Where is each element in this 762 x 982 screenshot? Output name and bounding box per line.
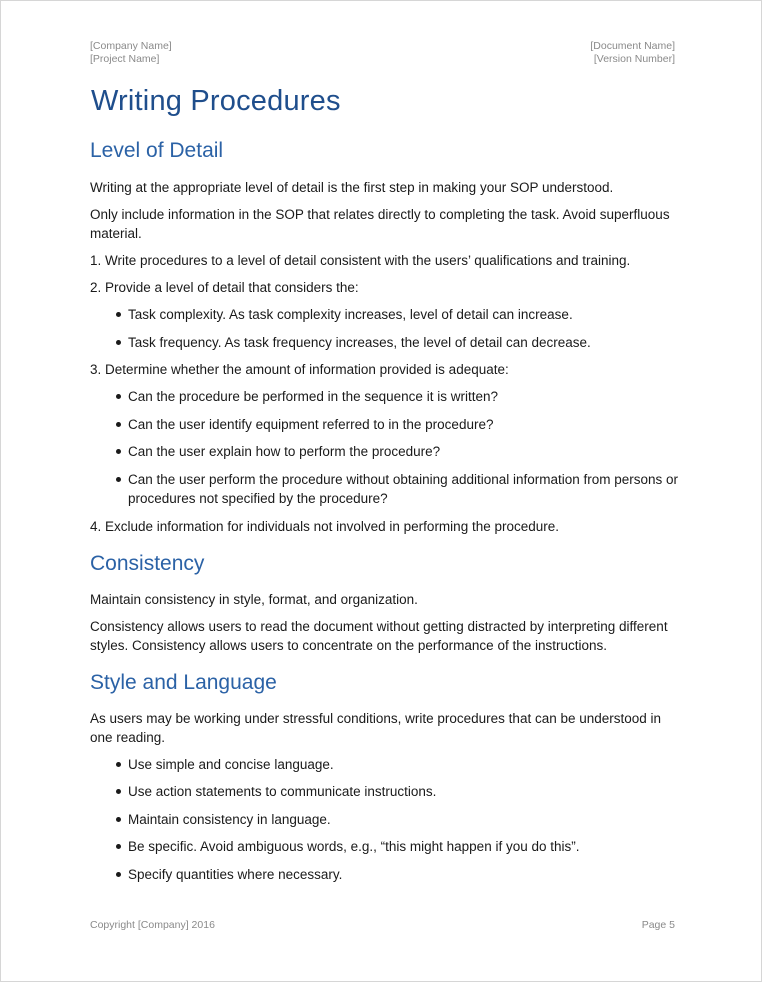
version-number: [Version Number] [593, 53, 675, 65]
numbered-item: 1. Write procedures to a level of detail consistent with the users’ qualifications and training. [90, 253, 631, 268]
document-body [90, 81, 680, 884]
company-name: [Company Name] [90, 40, 172, 52]
bullet-item: Specify quantities where necessary. [90, 865, 680, 885]
bullet-item: Can the procedure be performed in the sequence it is written? [90, 387, 680, 407]
bullet-item: Task complexity. As task complexity increases, level of detail can increase. [90, 305, 680, 325]
bullet-item: Can the user perform the procedure without obtaining additional information from persons or procedures not specified by the procedure? [90, 470, 680, 509]
heading-style-and-language: Style and Language [90, 670, 277, 694]
heading-level-of-detail: Level of Detail [90, 139, 224, 162]
bullet-item: Be specific. Avoid ambiguous words, e.g., “this might happen if you do this”. [90, 837, 680, 857]
bullet-item: Can the user explain how to perform the procedure? [90, 442, 680, 462]
header-right [590, 40, 675, 66]
footer-page-number: Page 5 [641, 919, 675, 931]
bullet-item: Task frequency. As task frequency increases, the level of detail can decrease. [90, 333, 680, 353]
project-name: [Project Name] [90, 53, 160, 65]
bullet-item: Use simple and concise language. [90, 755, 680, 775]
page-title: Writing Procedures [91, 85, 341, 117]
header-left [90, 40, 172, 66]
bullet-item: Can the user identify equipment referred to in the procedure? [90, 415, 680, 435]
paragraph: Consistency allows users to read the document without getting distracted by interpreting different styles. Consistency allows users to concentrate on the performance of the instructions. [90, 618, 668, 653]
paragraph: As users may be working under stressful conditions, write procedures that can be understood in one reading. [90, 710, 662, 745]
paragraph: Writing at the appropriate level of detail is the first step in making your SOP understood. [90, 180, 614, 195]
paragraph: Maintain consistency in style, format, and organization. [90, 591, 418, 607]
numbered-item: 4. Exclude information for individuals not involved in performing the procedure. [90, 518, 560, 534]
heading-consistency: Consistency [90, 551, 205, 575]
bullet-item: Use action statements to communicate instructions. [90, 782, 680, 802]
footer-copyright: Copyright [Company] 2016 [90, 919, 215, 931]
numbered-item: 2. Provide a level of detail that considers the: [90, 280, 359, 295]
paragraph: Only include information in the SOP that relates directly to completing the task. Avoid superfluous material. [90, 207, 670, 241]
bullet-item: Maintain consistency in language. [90, 810, 680, 830]
document-name: [Document Name] [590, 40, 675, 52]
numbered-item: 3. Determine whether the amount of information provided is adequate: [90, 362, 509, 377]
